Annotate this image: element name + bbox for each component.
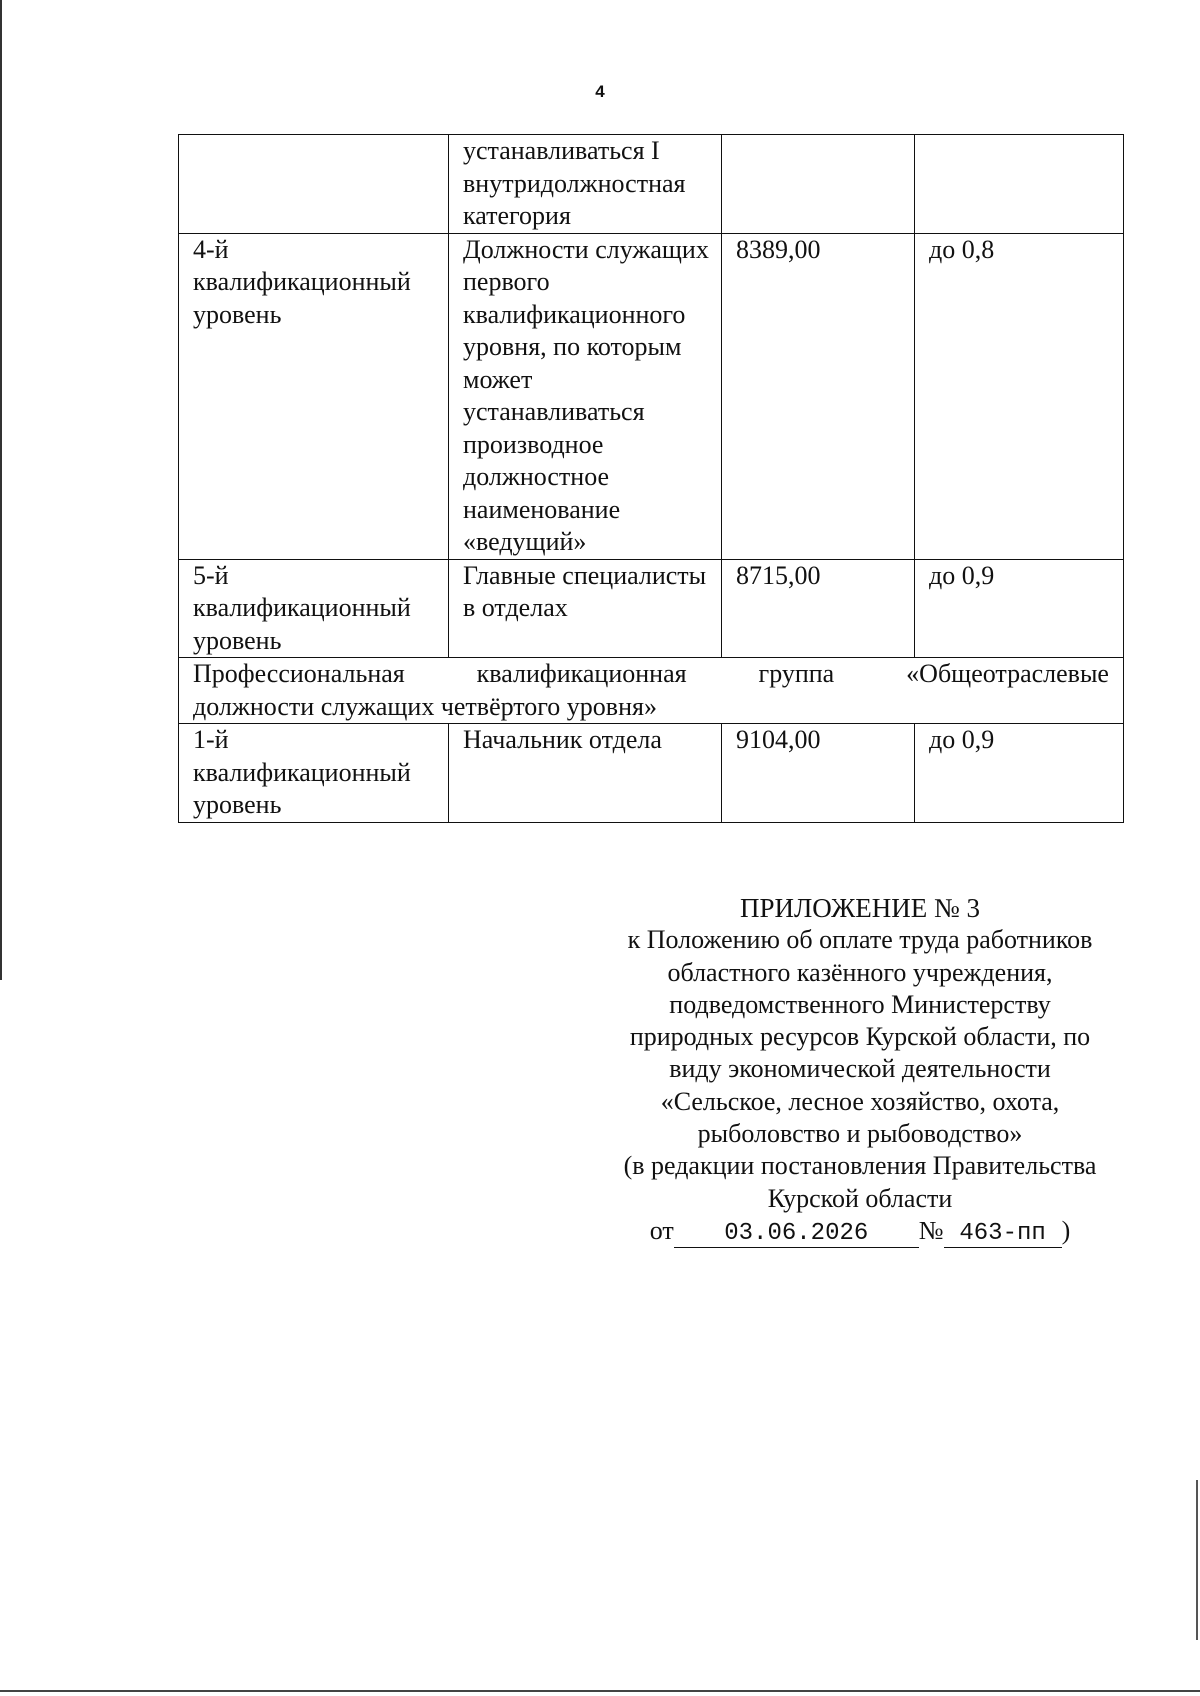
document-date: 03.06.2026 (674, 1221, 919, 1248)
level-cell (179, 135, 449, 234)
appendix-line: Курской области (767, 1183, 953, 1213)
positions-cell: Главные специалисты в отделах (449, 559, 722, 658)
number-prefix: № (918, 1215, 944, 1245)
page-number: 4 (595, 82, 605, 101)
appendix-line: виду экономической деятельности (669, 1054, 1051, 1084)
group-header-line2: должности служащих четвёртого уровня» (193, 691, 657, 721)
salary-table (178, 134, 1124, 823)
appendix-line: рыболовство и рыбоводство» (697, 1119, 1023, 1149)
appendix-line: природных ресурсов Курской области, по (629, 1022, 1091, 1052)
positions-cell: Должности служащих первого квалификационного уровня, по которым может устанавливаться производное должностное наименование «ведущий» (449, 233, 722, 559)
group-header-word: квалификационная (476, 659, 687, 688)
closing-bracket: ) (1061, 1215, 1071, 1245)
appendix-title: ПРИЛОЖЕНИЕ № 3 (739, 893, 981, 923)
appendix-line: (в редакции постановления Правительства (623, 1151, 1097, 1181)
level-cell: 5-й квалификационный уровень (179, 559, 449, 658)
appendix-line: областного казённого учреждения, (667, 957, 1053, 987)
document-reference (590, 1215, 1130, 1248)
salary-cell (722, 135, 915, 234)
group-header-word: Профессиональная (193, 659, 405, 688)
scan-edge-right (1196, 1480, 1198, 1640)
date-prefix: от (649, 1215, 674, 1245)
document-number: 463-пп (944, 1221, 1062, 1248)
table-row (179, 559, 1124, 658)
positions-cell: устанавливаться I внутридолжностная категория (449, 135, 722, 234)
appendix-block (590, 892, 1130, 1248)
level-cell: 4-й квалификационный уровень (179, 233, 449, 559)
salary-cell: 8389,00 (722, 233, 915, 559)
coefficient-cell (915, 135, 1124, 234)
salary-cell: 8715,00 (722, 559, 915, 658)
table-row (179, 724, 1124, 823)
positions-cell: Начальник отдела (449, 724, 722, 823)
scan-edge-bottom (0, 1690, 1200, 1692)
appendix-line: «Сельское, лесное хозяйство, охота, (660, 1086, 1060, 1116)
group-header-word: группа (758, 659, 835, 688)
coefficient-cell: до 0,9 (915, 724, 1124, 823)
group-header-row (179, 658, 1124, 724)
group-header-cell (179, 658, 1124, 724)
table-row (179, 233, 1124, 559)
salary-cell: 9104,00 (722, 724, 915, 823)
appendix-line: подведомственного Министерству (669, 989, 1051, 1019)
coefficient-cell: до 0,8 (915, 233, 1124, 559)
level-cell: 1-й квалификационный уровень (179, 724, 449, 823)
table-row (179, 135, 1124, 234)
scan-edge-left (0, 0, 2, 980)
appendix-line: к Положению об оплате труда работников (627, 925, 1093, 955)
group-header-line1 (193, 658, 1109, 691)
coefficient-cell: до 0,9 (915, 559, 1124, 658)
group-header-word: «Общеотраслевые (906, 659, 1109, 688)
